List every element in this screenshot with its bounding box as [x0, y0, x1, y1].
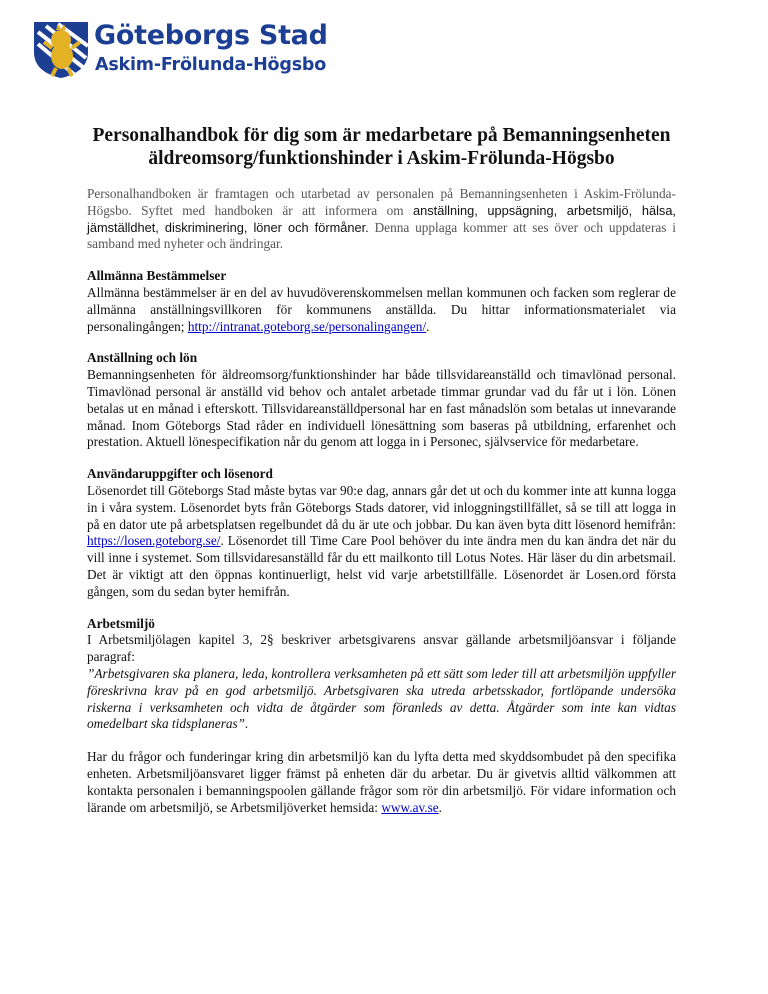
section-allmanna-bestammelser [87, 268, 676, 335]
logo-district-name: Askim-Frölunda-Högsbo [95, 55, 327, 75]
losen-link[interactable]: https://losen.goteborg.se/ [87, 533, 221, 549]
section-anvandaruppgifter [87, 466, 676, 600]
section-heading: Arbetsmiljö [87, 615, 155, 631]
section-anstallning-och-lon [87, 350, 676, 451]
section-text: I Arbetsmiljölagen kapitel 3, 2§ beskriver arbetsgivarens ansvar gällande arbetsmiljöansvar i följande paragraf: [87, 632, 676, 665]
section-text-2 [87, 749, 676, 816]
sentence-end: . [426, 318, 430, 334]
document-body [87, 124, 676, 816]
section-text [87, 483, 676, 601]
section-text-body: Lösenordet till Göteborgs Stad måste bytas var 90:e dag, annars går det ut och du kommer inte att kunna logga in i våra system. Lösenordet byts från Göteborgs Stads datorer, vid inloggningstillfället, så se till att logga in på en dator ute på arbetsplatsen regelbundet då du är ute och jobbar. Du kan även byta ditt lösenord hemifrån: [87, 482, 676, 532]
intro-topics: anställning, uppsägning, arbetsmiljö, hälsa, jämställdhet, diskriminering, löner och förmåner. [87, 202, 676, 235]
lion-crest-icon [30, 18, 92, 80]
section-heading: Användaruppgifter och lösenord [87, 466, 273, 482]
separator: ; [180, 318, 188, 334]
document-title: Personalhandbok för dig som är medarbetare på Bemanningsenheten äldreomsorg/funktionshinder i Askim-Frölunda-Högsbo [92, 125, 671, 169]
av-se-link[interactable]: www.av.se [381, 799, 439, 815]
personalingangen-link[interactable]: http://intranat.goteborg.se/personalingangen/ [187, 318, 427, 334]
section-text: Bemanningsenheten för äldreomsorg/funktionshinder har både tillsvidareanställd och timavlönad personal. Timavlönad personal är anställd vid behov och antalet arbetade timmar grundar vad du får ut i lön. Lönen betalas ut en månad i efterskott. Tillsvidareanställdpersonal har en fast månadslön som betalas ut innevarande månad. Inom Göteborgs Stad råder en individuell lönesättning som baseras på utbildning, erfarenhet och prestation. Aktuell lönespecifikation når du genom att logga in i Personec, självservice för medarbetare. [87, 367, 676, 450]
law-quote: ”Arbetsgivaren ska planera, leda, kontrollera verksamheten på ett sätt som leder till att arbetsmiljön uppfyller föreskrivna krav på en god arbetsmiljö. Arbetsgivaren ska utreda arbetsskador, fortlöpande undersöka riskerna i verksamheten och vidta de åtgärder som föranleds av detta. Åtgärder som inte kan vidtas omedelbart ska tidsplaneras”. [87, 665, 676, 732]
sentence-end: . [438, 799, 442, 815]
section-heading: Allmänna Bestämmelser [87, 268, 227, 284]
section-arbetsmiljo [87, 616, 676, 817]
intro-text-2: Denna upplaga kommer att ses över och uppdateras i samband med nyheter och ändringar. [87, 219, 676, 252]
logo-city-name: Göteborgs Stad [94, 20, 328, 51]
section-text-body: Har du frågor och funderingar kring din arbetsmiljö kan du lyfta detta med skyddsombudet på den specifika enheten. Arbetsmiljöansvaret ligger främst på enheten där du arbetar. Du är givetvis alltid välkommen att kontakta personalen i bemanningspoolen gällande frågor som rör din arbetsmiljö. För vidare information och lärande om arbetsmiljö, se Arbetsmiljöverket hemsida: [87, 749, 676, 815]
intro-text-1: Personalhandboken är framtagen och utarbetad av personalen på Bemanningsenheten i Askim-Frölunda-Högsbo. Syftet med handboken är att informera om [87, 186, 676, 218]
goteborgs-stad-logo [30, 18, 328, 80]
section-text-body-2: . Lösenordet till Time Care Pool behöver du inte ändra men du kan ändra det när du vill inne i systemet. Som tillsvidaresanställd får du ett mailkonto till Lotus Notes. Här läser du din arbetsmail. Det är viktigt att den öppnas kontinuerligt, helst vid varje arbetstillfälle. Lösenordet är Losen.ord första gången, som du sedan byter hemifrån. [87, 533, 676, 599]
section-text-body: Allmänna bestämmelser är en del av huvudöverenskommelsen mellan kommunen och facken som reglerar de allmänna anställningsvillkoren för kommunens anställda. Du hittar informationsmaterialet via personalingången [87, 284, 676, 334]
section-heading: Anställning och lön [87, 350, 198, 366]
section-text [87, 285, 676, 335]
intro-paragraph [87, 186, 676, 253]
